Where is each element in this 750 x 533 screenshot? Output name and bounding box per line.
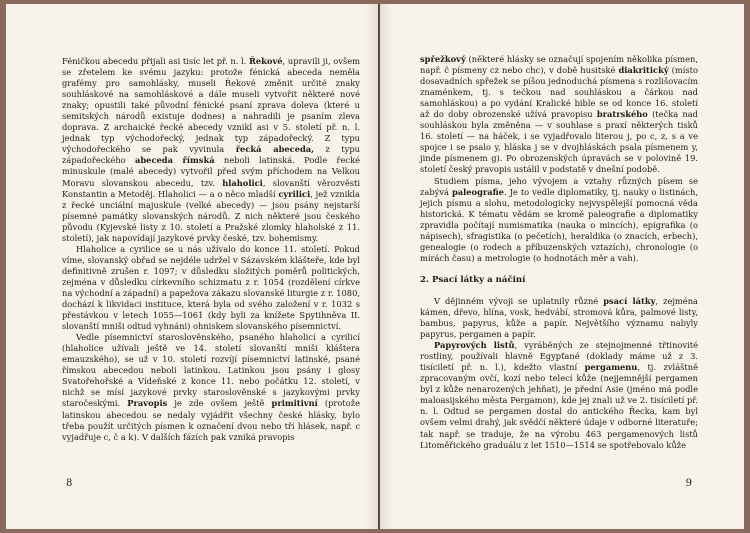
text-run: , vyráběných ze stejnojmenné třtinovité rostliny, používali hlavně Egypťané (doklady máme už z 3. tisíciletí př. n. l.), kdežto vlastní bbox=[420, 340, 699, 373]
paragraph: Hlaholice a cyrilice se u nás užívalo do konce 11. století. Pokud víme, slovanský obřad se nejdéle udržel v Sázavském klášteře, kde byl definitivně zrušen r. 1097; v důsledku složitých poměrů politických, zejména v důsledku církevního schizmatu z r. 1054 (rozdělení církve na východní a západní) a papežova zákazu slovanské liturgie z r. 1080, dochází k likvidaci instituce, která byla od svého založení v r. 1032 s přestávkou v letech 1055—1061 (kdy byli za knížete Spytihněva II. slovanští mniši odtud vyhnáni) ohniskem slovanského písemnictví. bbox=[62, 243, 360, 332]
paragraph bbox=[420, 54, 698, 176]
text-run: je zde ovšem ještě bbox=[167, 398, 272, 409]
text-run: V dějinném vývoji se uplatnily různé bbox=[434, 295, 604, 306]
page-number: 9 bbox=[685, 478, 692, 489]
text-run: (protože latinskou abecedou se nedaly vyjádřit všechny české hlásky, bylo třeba použít určitých písmen k označení dvou nebo tří hlásek, např. c vyjadřuje c, č a k). V dalších fázích pak vzniká pravopis bbox=[62, 398, 360, 442]
text-run: , jež vznikla z řecké unciální majuskule (velké abecedy) — jsou psány nejstarší písemné památky slovanských národů. Z nich některé jsou českého původu (Kyjevské listy z 10. století a Pražské zlomky hlaholské z 11. století), jak napovídají jazykové prvky české, tzv. bohemismy. bbox=[62, 188, 361, 243]
book-spread bbox=[6, 4, 744, 529]
text-run: (některé hlásky se označují spojením několika písmen, např. č písmeny cz nebo chc), v době husitské bbox=[420, 54, 698, 76]
bold-term: diakritický bbox=[618, 65, 669, 76]
bold-term: pergamenu bbox=[584, 362, 638, 373]
bold-term: hlaholici bbox=[222, 177, 263, 188]
bold-term: Řekové bbox=[248, 56, 283, 66]
paragraph bbox=[62, 56, 360, 244]
text-run: (místo dosavadních spřežek se píšou jednoduchá písmena s rozlišovacím znaménkem, tj. s tečkou nad souhláskou a čárkou nad samohláskou) a po vydání Kralické bible se od konce 16. století až do doby obrozenské užívá pravopisu bbox=[420, 65, 699, 120]
bold-term: spřežkový bbox=[420, 54, 466, 64]
text-run: z typu západořeckého bbox=[62, 144, 360, 166]
paragraph bbox=[420, 296, 698, 340]
text-run: Féničkou abecedu přijali asi tisíc let př. n. l. bbox=[62, 56, 249, 66]
left-page-text bbox=[62, 56, 360, 443]
bold-term: paleografie bbox=[451, 186, 504, 197]
right-page bbox=[380, 4, 744, 529]
right-page-text bbox=[420, 54, 698, 451]
section-heading: 2. Psací látky a náčiní bbox=[420, 274, 526, 285]
page-fold-shadow bbox=[380, 4, 392, 529]
text-run: , slovanští věrozvěsti Konstantin a Metoděj. Hlaholici — a o něco mladší bbox=[62, 177, 360, 199]
bold-term: abeceda římská bbox=[134, 155, 215, 166]
text-run: (tečka nad souhláskou byla změněna — v souhlase s praxí některých tisků 16. století — na háček, i se vyjadřovalo literou j, po c, z, s a ve spojce i se psalo y, hláska j se v dvojhláskách psala písmenem y, jinde písmenem g). Po obrozenských úpravách se v polovině 19. století český pravopis ustálil v podstatě v dnešní podobě. bbox=[420, 109, 698, 175]
text-run: , tj. zvláštně zpracovaným ovčí, kozí nebo telecí kůže (nejjemnější pergamen byl z kůže nenarozených jehňat), je přední Asie (jméno má podle maloasijského města Pergamon), kde jej znali už ve 2. tisíciletí př. n. l. Odtud se pergamen dostal do antického Řecka, kam byl ovšem velmi drahý, jak svědčí některé údaje v odborné literatuře; tak např. se traduje, že na výrobu 463 pergamenových listů Litoměřického graduálu z let 1510—1514 se spotřebovalo kůže bbox=[420, 362, 698, 450]
text-run: , upravili ji, ovšem se zřetelem ke svému jazyku: protože fénická abeceda neměla grafémy pro samohlásky, museli Řekové změnit určité znaky souhláskové na samohláskové a dále museli vytvořit některé nové znaky; opustili také původní fénické psaní zprava doleva (které u semitských národů existuje dodnes) a nahradili je psaním zleva doprava. Z archaické řecké abecedy vznikl asi v 5. století př. n. l. jednak typ východořecký, jednak typ západořecký. Z typu východořeckého se pak vyvinula bbox=[62, 56, 360, 155]
text-run: Studiem písma, jeho vývojem a vztahy různých písem se zabývá bbox=[420, 175, 698, 197]
bold-term: řecká abeceda, bbox=[235, 144, 315, 155]
paragraph bbox=[62, 332, 360, 442]
text-run: , zejména kámen, dřevo, hlína, vosk, hedvábí, stromová kůra, palmové listy, bambus, papyrus, kůže a papír. Největšího významu nabyly papyrus, pergamen a papír. bbox=[420, 295, 698, 340]
text-run: neboli latinská. Podle řecké minuskule (malé abecedy) vytvořil před svým příchodem na Velkou Moravu slovanskou abecedu, tzv. bbox=[62, 155, 361, 188]
left-page bbox=[6, 4, 378, 529]
bold-term: bratrského bbox=[596, 109, 648, 120]
bold-term: Pravopis bbox=[127, 398, 168, 409]
page-fold-shadow bbox=[364, 4, 378, 529]
bold-term: Papyrových listů bbox=[434, 340, 515, 351]
paragraph bbox=[420, 340, 698, 450]
text-run: Vedle písemnictví staroslověnského, psaného hlaholicí a cyrilicí (hlaholice užívali ještě ve 14. století slovanští mniši kláštera emauzského), se už v 10. století rozvíjí písemnictví latinské, psané římskou abecedou neboli latinkou. Latinkou jsou psány i glosy Svatořehořské a Vídeňské z konce 11. nebo počátku 12. století, v nichž se mísí jazykové prvky staroslověnské s jazykovými prvky staročeskými. bbox=[62, 332, 360, 409]
bold-term: primitivní bbox=[271, 398, 318, 409]
bold-term: cyrilici bbox=[278, 188, 311, 199]
text-run: . Je to vedle diplomatiky, tj. nauky o listinách, jejich písmu a slohu, metodologicky nejvyspělejší pomocná věda historická. K tématu vědám se kromě paleografie a diplomatiky zpravidla počítají numismatika (nauka o mincích), epigrafika (o nápisech), sfragistika (o pečetích), heraldika (o znacích, erbech), genealogie (o rodech a příbuzenských vztazích), chronologie (o mírách času) a metrologie (o hodnotách měr a vah). bbox=[420, 186, 698, 263]
bold-term: psací látky bbox=[603, 295, 656, 306]
page-number: 8 bbox=[66, 478, 73, 489]
paragraph bbox=[420, 176, 698, 264]
